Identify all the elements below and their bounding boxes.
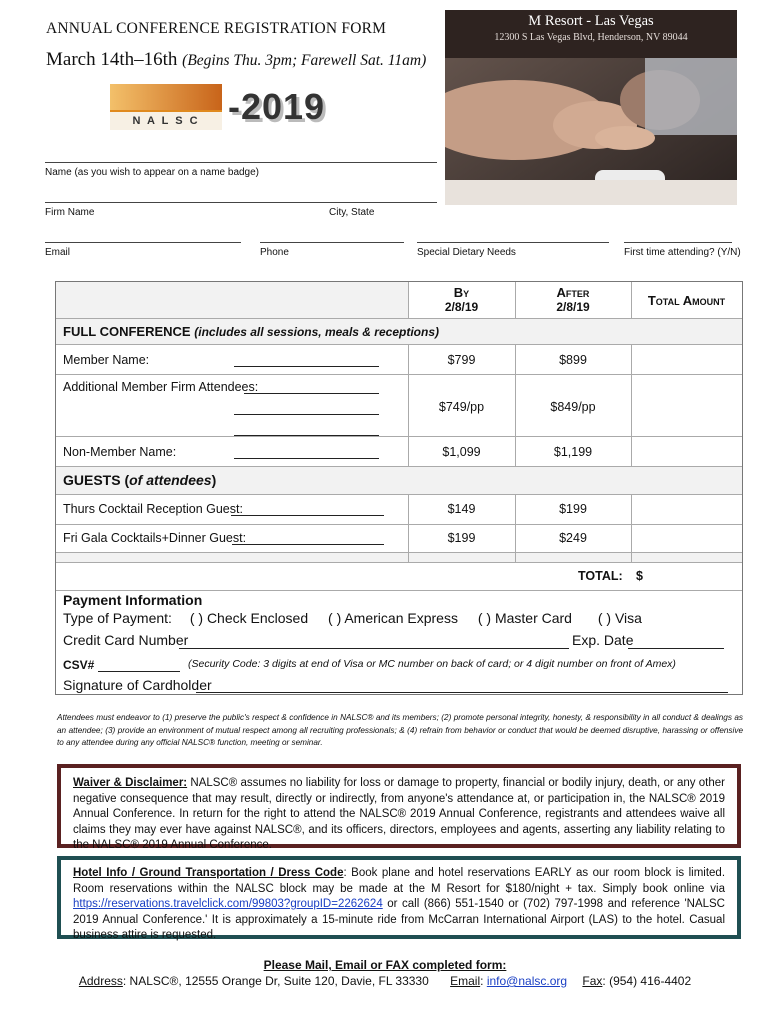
member-label: Member Name: <box>63 353 150 367</box>
fri-guest-field[interactable] <box>232 544 384 545</box>
csv-field[interactable] <box>98 671 180 672</box>
additional-attendee-field-2[interactable] <box>234 414 379 415</box>
address-label: Address <box>78 974 123 988</box>
logo-year: -2019 <box>228 86 326 127</box>
cc-number-field[interactable] <box>179 648 569 649</box>
diet-label: Special Dietary Needs <box>417 247 516 258</box>
nonmember-by-price: $1,099 <box>442 445 481 459</box>
city-state-label: City, State <box>329 207 375 218</box>
cc-number-label: Credit Card Number <box>63 632 189 648</box>
mastercard-option[interactable]: ( ) Master Card <box>477 610 572 626</box>
dates-text: March 14th–16th <box>46 49 178 70</box>
additional-attendees-label: Additional Member Firm Attendees: <box>63 380 259 394</box>
phone-line[interactable] <box>260 242 404 243</box>
logo-gradient <box>110 84 222 110</box>
hotel-title: Hotel Info / Ground Transportation / Dress Code <box>73 867 344 879</box>
email-contact-label: Email <box>450 974 481 988</box>
payment-heading: Payment Information <box>63 592 203 608</box>
venue-photo <box>445 10 737 205</box>
visa-option[interactable]: ( ) Visa <box>597 610 642 626</box>
conference-dates <box>46 49 426 71</box>
payment-type-row <box>63 610 642 626</box>
total-amount[interactable]: $ <box>636 569 643 583</box>
csv-label: CSV# <box>63 658 95 672</box>
thurs-guest-label: Thurs Cocktail Reception Guest: <box>63 502 243 516</box>
venue-address: 12300 S Las Vegas Blvd, Henderson, NV 89044 <box>494 32 688 43</box>
nalsc-logo <box>110 84 335 134</box>
firm-line[interactable] <box>45 202 437 203</box>
hotel-text <box>73 866 725 944</box>
payment-type-label: Type of Payment: <box>63 610 172 626</box>
email-label: Email <box>45 247 71 258</box>
name-label: Name (as you wish to appear on a name badge) <box>45 167 260 178</box>
nonmember-name-field[interactable] <box>234 458 379 459</box>
fri-by-price: $199 <box>447 531 476 545</box>
nonmember-after-price: $1,199 <box>553 445 593 459</box>
thurs-after-price: $199 <box>559 502 587 516</box>
signature-label: Signature of Cardholder <box>63 677 212 693</box>
logo-text: N A L S C <box>110 112 222 130</box>
footer-contact: Address: NALSC®, 12555 Orange Dr, Suite 120, Davie, FL 33330 Email: info@nalsc.org Fax: (954) 416-4402 <box>78 974 692 988</box>
member-after-price: $899 <box>559 353 587 367</box>
additional-attendee-field-3[interactable] <box>234 435 379 436</box>
firm-label: Firm Name <box>45 207 95 218</box>
hotel-body-2: or call (866) 551-1540 or (702) 797-1998 and reference 'NALSC 2019 Annual Conference.' It is approximately a 15-minute ride from McCarran International Airport (LAS) to the hotel. Casual business attire is requested. <box>73 898 725 941</box>
fri-guest-label: Fri Gala Cocktails+Dinner Guest: <box>63 531 247 545</box>
fri-after-price: $249 <box>559 531 587 545</box>
col-by-header: By 2/8/19 <box>444 285 479 314</box>
guests-heading: GUESTS (of attendees) <box>63 472 217 488</box>
hotel-box <box>57 856 741 939</box>
name-line[interactable] <box>45 162 437 163</box>
thurs-by-price: $149 <box>447 502 476 516</box>
csv-note: (Security Code: 3 digits at end of Visa or MC number on back of card; or 4 digit number on front of Amex) <box>188 658 676 670</box>
venue-header <box>445 10 737 58</box>
email-link[interactable]: info@nalsc.org <box>486 974 568 988</box>
total-label: TOTAL: <box>578 569 623 583</box>
member-name-field[interactable] <box>234 366 379 367</box>
diet-line[interactable] <box>417 242 609 243</box>
hotel-body-1: : Book plane and hotel reservations EARLY as our room block is limited. Room reservations within the NALSC block may be made at the M Resort for $180/night + tax. Simply book online via <box>73 867 726 895</box>
conduct-statement: Attendees must endeavor to (1) preserve the public's respect & confidence in NALSC® and its members; (2) promote personal integrity, honesty, & responsibility in all conduct & dealings as an attendee; (3) provide an environment of mutual respect among all recruiting professionals; & (4) refrain from behavior or conduct that would be deemed disruptive, harassing or offensive to any attendee during any official NALSC® function, meeting or seminar. <box>57 713 743 747</box>
email-line[interactable] <box>45 242 241 243</box>
amex-option[interactable]: ( ) American Express <box>328 610 458 626</box>
first-time-line[interactable] <box>624 242 732 243</box>
member-by-price: $799 <box>447 353 476 367</box>
address-text: : NALSC®, 12555 Orange Dr, Suite 120, Davie, FL 33330 <box>122 974 429 988</box>
venue-name: M Resort - Las Vegas <box>528 13 654 29</box>
first-time-label: First time attending? (Y/N) <box>624 247 741 258</box>
waiver-body: NALSC® assumes no liability for loss or damage to property, financial or bodily injury, death, or any other negative consequence that may result, directly or indirectly, from anyone's attendance at, or participation in, the NALSC® 2019 Annual Conference. In return for the right to attend the NALSC® 2019 Annual Conference, registrants and attendees waive all claims they may ever have against NALSC®, and its officers, directors, employees and agents, asserting any liability relating to the NALSC® 2019 Annual Conference. <box>73 777 725 851</box>
additional-by-price: $749/pp <box>438 400 485 414</box>
form-title: ANNUAL CONFERENCE REGISTRATION FORM <box>46 20 387 37</box>
fax-label: Fax <box>582 974 603 988</box>
waiver-title: Waiver & Disclaimer: <box>73 777 188 789</box>
full-conference-heading: FULL CONFERENCE (includes all sessions, meals & receptions) <box>63 324 439 339</box>
dates-note: (Begins Thu. 3pm; Farewell Sat. 11am) <box>182 52 427 69</box>
waiver-text <box>73 776 725 854</box>
exp-date-field[interactable] <box>628 648 724 649</box>
mail-heading: Please Mail, Email or FAX completed form: <box>263 958 507 972</box>
thurs-guest-field[interactable] <box>231 515 384 516</box>
reservation-link[interactable]: https://reservations.travelclick.com/99803?groupID=2262624 <box>73 898 383 910</box>
col-total-header: Total Amount <box>647 293 726 308</box>
col-after-header: After 2/8/19 <box>556 285 590 314</box>
exp-date-label: Exp. Date <box>572 632 634 648</box>
nonmember-label: Non-Member Name: <box>63 445 177 459</box>
check-option[interactable]: ( ) Check Enclosed <box>189 610 309 626</box>
fax-number: : (954) 416-4402 <box>602 974 692 988</box>
phone-label: Phone <box>260 247 289 258</box>
signature-field[interactable] <box>196 692 728 693</box>
additional-attendee-field-1[interactable] <box>244 393 379 394</box>
registration-table <box>55 281 743 695</box>
additional-after-price: $849/pp <box>550 400 596 414</box>
waiver-box <box>57 764 741 851</box>
